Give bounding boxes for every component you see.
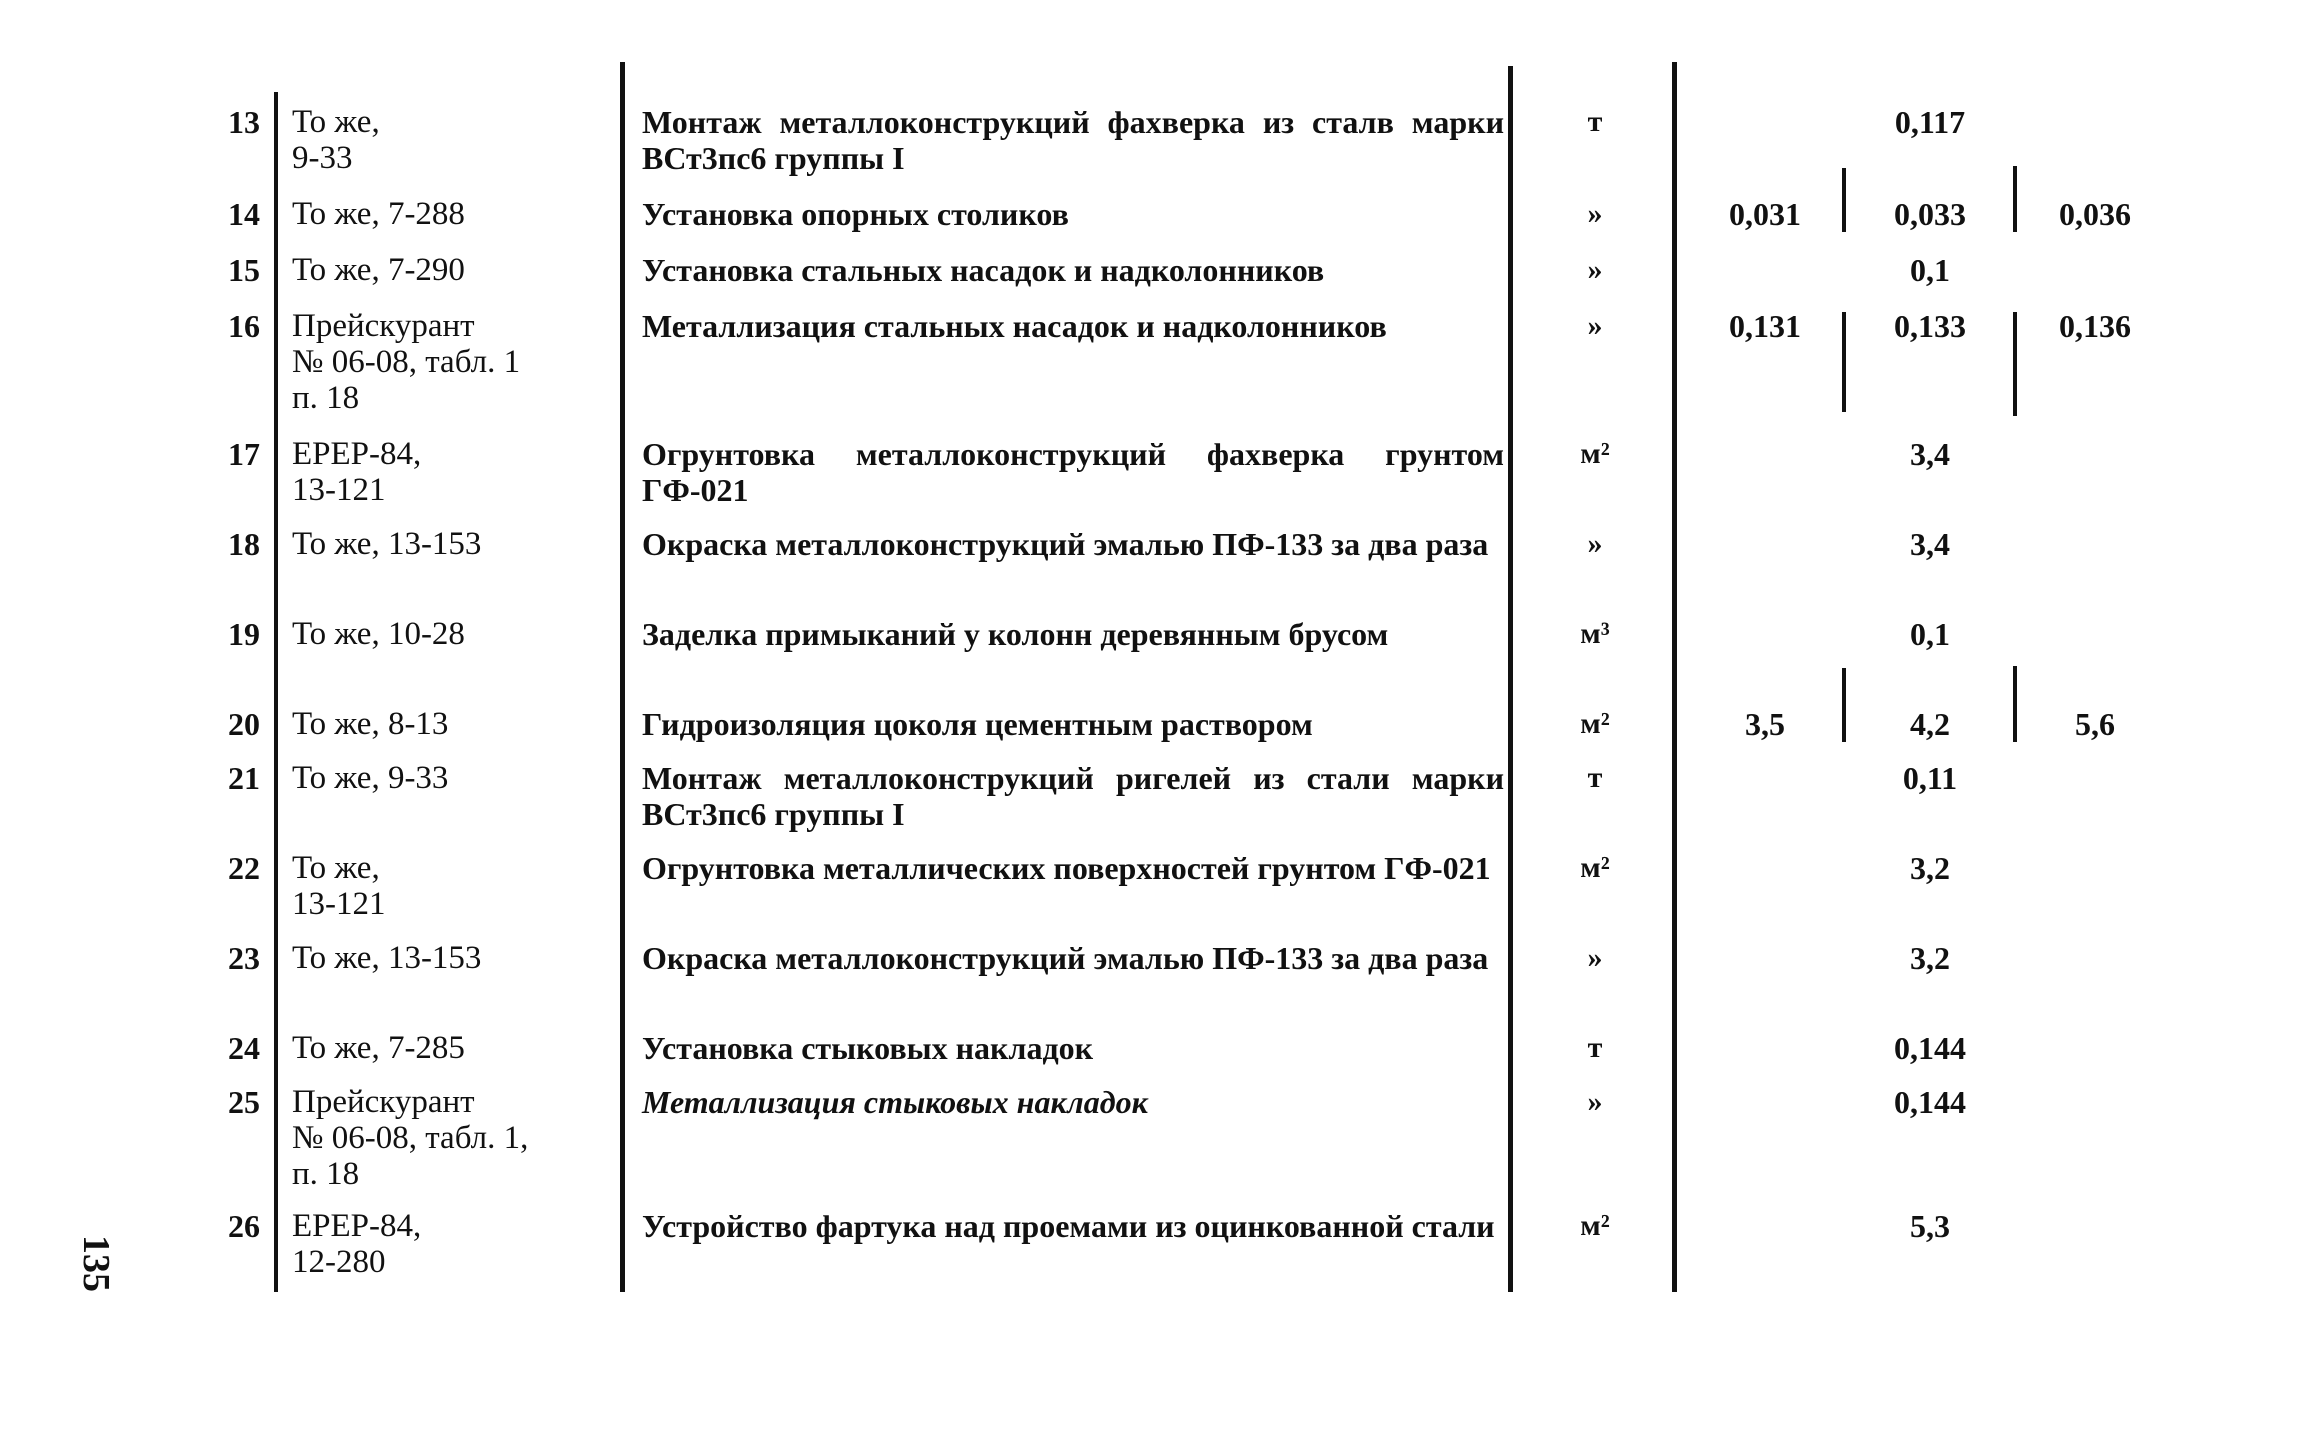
row-unit: т (1587, 105, 1603, 138)
row-reference: То же, 10-28 (292, 616, 465, 652)
row-unit: » (1587, 941, 1603, 974)
row-value-c: 0,036 (2059, 196, 2131, 232)
row-value-c: 0,136 (2059, 308, 2131, 344)
row-number: 18 (228, 526, 260, 562)
row-reference: То же, 7-288 (292, 196, 465, 232)
row-unit: м² (1580, 707, 1610, 740)
row-number: 21 (228, 760, 260, 796)
row-unit: т (1587, 761, 1603, 794)
row-reference: ЕРЕР-84, 12-280 (292, 1208, 422, 1280)
row-description: Окраска металлоконструкций эмалью ПФ-133 за два раза (642, 526, 1489, 562)
page-number: 135 (75, 1235, 117, 1292)
row-unit: » (1587, 197, 1603, 230)
row-value: 0,144 (1894, 1084, 1966, 1120)
row-number: 24 (228, 1030, 260, 1066)
column-rule-left (274, 92, 278, 1292)
row-value-b: 0,133 (1894, 308, 1966, 344)
row-value-a: 0,031 (1729, 196, 1801, 232)
row-value: 5,3 (1910, 1208, 1950, 1244)
row-value: 3,2 (1910, 940, 1950, 976)
row-number: 26 (228, 1208, 260, 1244)
row-value: 0,1 (1910, 252, 1950, 288)
row-description: Монтаж металлоконструкций ригелей из стали марки ВСт3пс6 группы I (642, 760, 1504, 832)
row-number: 23 (228, 940, 260, 976)
row-description: Установка опорных столиков (642, 196, 1069, 232)
value-separator (2013, 312, 2017, 416)
row-reference: То же, 9-33 (292, 104, 380, 176)
row-value-a: 0,131 (1729, 308, 1801, 344)
row-number: 14 (228, 196, 260, 232)
row-unit: м² (1580, 437, 1610, 470)
row-unit: » (1587, 527, 1603, 560)
row-description: Окраска металлоконструкций эмалью ПФ-133 за два раза (642, 940, 1489, 976)
row-value: 3,4 (1910, 526, 1950, 562)
row-number: 13 (228, 104, 260, 140)
row-unit: т (1587, 1031, 1603, 1064)
row-unit: м² (1580, 851, 1610, 884)
row-description: Металлизация стыковых накладок (642, 1084, 1148, 1120)
value-separator (1842, 168, 1846, 232)
row-reference: Прейскурант № 06-08, табл. 1 п. 18 (292, 308, 521, 416)
column-rule-unit (1672, 62, 1677, 1292)
row-reference: То же, 13-153 (292, 526, 482, 562)
row-value: 0,117 (1894, 104, 1966, 140)
row-unit: м³ (1580, 617, 1610, 650)
row-number: 15 (228, 252, 260, 288)
row-number: 25 (228, 1084, 260, 1120)
row-description: Огрунтовка металлоконструкций фахверка грунтом ГФ-021 (642, 436, 1504, 508)
row-value: 0,1 (1910, 616, 1950, 652)
row-reference: То же, 13-121 (292, 850, 386, 922)
value-separator (1842, 312, 1846, 412)
value-separator (2013, 166, 2017, 232)
row-value: 0,11 (1902, 760, 1958, 796)
row-reference: ЕРЕР-84, 13-121 (292, 436, 422, 508)
row-value-b: 4,2 (1910, 706, 1950, 742)
row-number: 22 (228, 850, 260, 886)
row-description: Монтаж металлоконструкций фахверка из сталв марки ВСт3пс6 группы I (642, 104, 1504, 176)
row-unit: » (1587, 309, 1603, 342)
value-separator (1842, 668, 1846, 742)
row-unit: м² (1580, 1209, 1610, 1242)
row-reference: То же, 9-33 (292, 760, 449, 796)
row-value-c: 5,6 (2075, 706, 2115, 742)
row-description: Устройство фартука над проемами из оцинкованной стали (642, 1208, 1495, 1244)
row-description: Заделка примыканий у колонн деревянным брусом (642, 616, 1389, 652)
row-value: 0,144 (1894, 1030, 1966, 1066)
row-description: Огрунтовка металлических поверхностей грунтом ГФ-021 (642, 850, 1491, 886)
row-number: 16 (228, 308, 260, 344)
row-reference: То же, 7-290 (292, 252, 465, 288)
row-description: Установка стальных насадок и надколонников (642, 252, 1325, 288)
row-reference: То же, 13-153 (292, 940, 482, 976)
row-value-a: 3,5 (1745, 706, 1785, 742)
row-description: Металлизация стальных насадок и надколонников (642, 308, 1387, 344)
row-reference: Прейскурант № 06-08, табл. 1, п. 18 (292, 1084, 529, 1192)
row-description: Гидроизоляция цоколя цементным раствором (642, 706, 1313, 742)
row-unit: » (1587, 253, 1603, 286)
row-reference: То же, 7-285 (292, 1030, 465, 1066)
row-description: Установка стыковых накладок (642, 1030, 1094, 1066)
row-value: 3,4 (1910, 436, 1950, 472)
row-number: 17 (228, 436, 260, 472)
value-separator (2013, 666, 2017, 742)
row-value-b: 0,033 (1894, 196, 1966, 232)
row-value: 3,2 (1910, 850, 1950, 886)
row-number: 20 (228, 706, 260, 742)
row-number: 19 (228, 616, 260, 652)
row-reference: То же, 8-13 (292, 706, 449, 742)
column-rule-desc (1508, 66, 1513, 1292)
row-unit: » (1587, 1085, 1603, 1118)
